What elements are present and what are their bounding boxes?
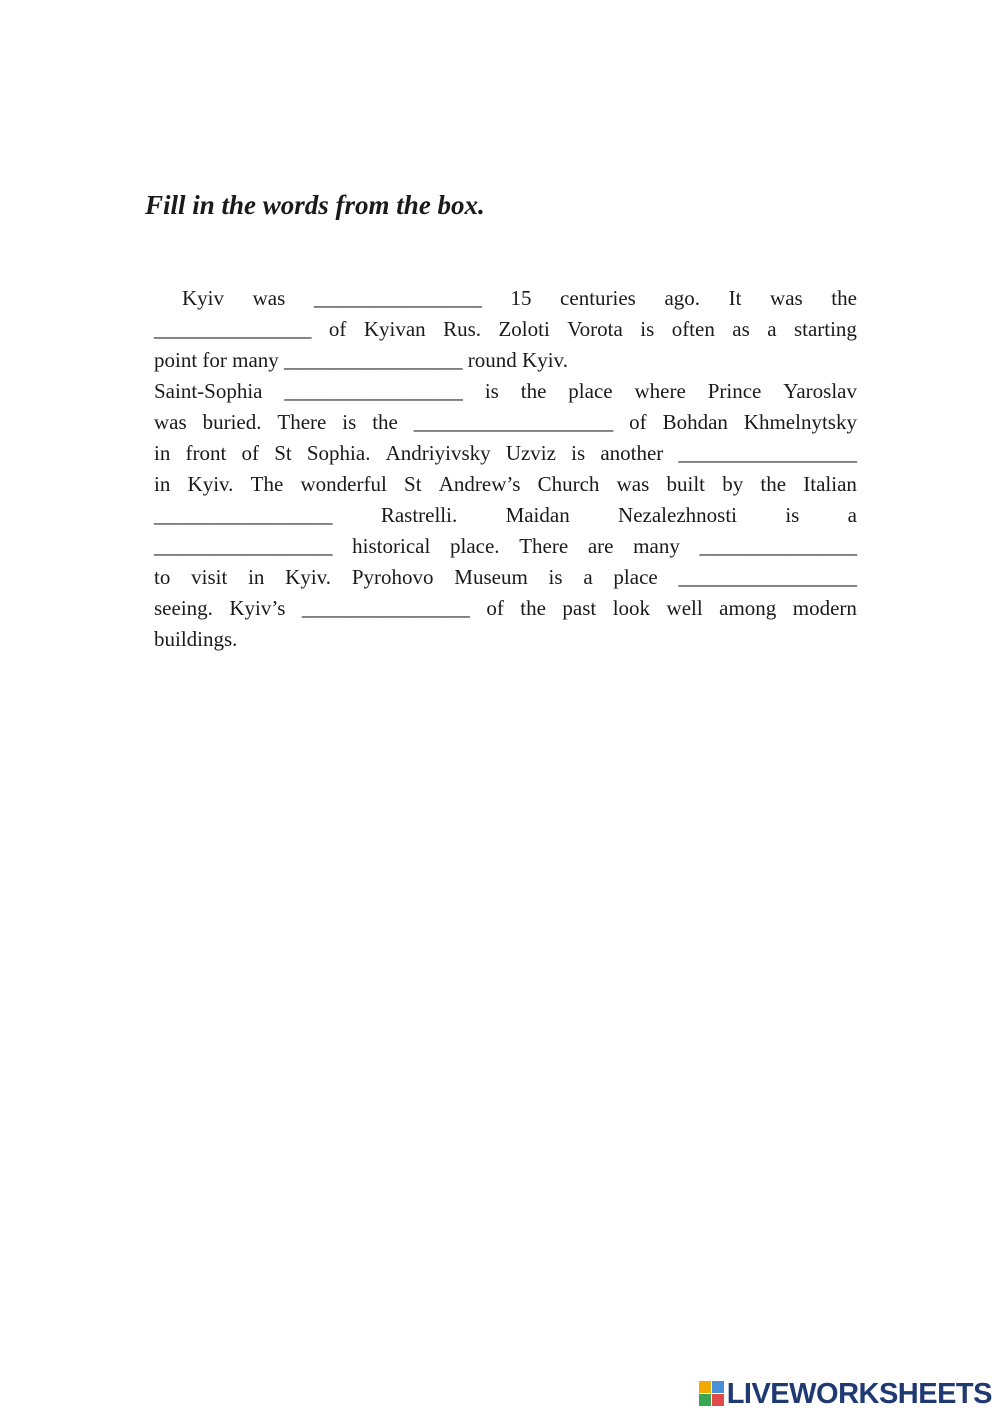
- word: the: [520, 379, 547, 403]
- word: visit: [191, 565, 228, 589]
- word: Bohdan: [662, 410, 728, 434]
- word: Rus.: [443, 317, 482, 341]
- answer-blank[interactable]: _______________: [699, 534, 857, 558]
- word: place: [613, 565, 658, 589]
- word: Uzviz: [505, 441, 556, 465]
- word: another: [600, 441, 664, 465]
- word: of: [486, 596, 504, 620]
- word: in: [154, 472, 171, 496]
- word: St: [274, 441, 292, 465]
- word: It: [728, 286, 742, 310]
- word: The: [250, 472, 284, 496]
- answer-blank[interactable]: _________________: [154, 503, 333, 527]
- word: Maidan: [505, 503, 570, 527]
- answer-blank[interactable]: ________________: [313, 286, 482, 310]
- word: historical: [352, 534, 431, 558]
- passage-line: [154, 314, 857, 345]
- word: of: [629, 410, 647, 434]
- word: a: [767, 317, 777, 341]
- word: ago.: [664, 286, 701, 310]
- word: many: [633, 534, 680, 558]
- word: past: [562, 596, 597, 620]
- word: look: [612, 596, 651, 620]
- word: Vorota: [567, 317, 623, 341]
- liveworksheets-logo-icon: [699, 1381, 725, 1407]
- answer-blank[interactable]: ___________________: [413, 410, 614, 434]
- passage-line: [154, 283, 857, 314]
- passage-line: [154, 345, 857, 376]
- word: built: [666, 472, 706, 496]
- word: by: [722, 472, 744, 496]
- liveworksheets-branding[interactable]: [699, 1376, 992, 1412]
- word: Zoloti: [498, 317, 550, 341]
- word: front: [185, 441, 227, 465]
- word: is: [571, 441, 586, 465]
- answer-blank[interactable]: _______________: [154, 317, 312, 341]
- word: place: [568, 379, 613, 403]
- word: Rastrelli.: [380, 503, 458, 527]
- word: place.: [450, 534, 500, 558]
- word: the: [831, 286, 857, 310]
- word: is: [484, 379, 499, 403]
- word: are: [587, 534, 614, 558]
- word: often: [671, 317, 715, 341]
- answer-blank[interactable]: _________________: [678, 441, 857, 465]
- word: Kyiv’s: [229, 596, 286, 620]
- word: was: [154, 410, 187, 434]
- word: wonderful: [300, 472, 387, 496]
- passage-line: [154, 469, 857, 500]
- word: There: [519, 534, 569, 558]
- word: a: [583, 565, 593, 589]
- word: Kyivan: [363, 317, 426, 341]
- word: Italian: [803, 472, 857, 496]
- word: was: [770, 286, 803, 310]
- answer-blank[interactable]: ________________: [301, 596, 470, 620]
- word: in: [248, 565, 265, 589]
- passage-line: [154, 438, 857, 469]
- word: Pyrohovo: [351, 565, 434, 589]
- passage-line: [154, 376, 857, 407]
- passage-line: [154, 624, 857, 655]
- word: of: [328, 317, 347, 341]
- fill-in-passage: [154, 283, 857, 655]
- word: seeing.: [154, 596, 213, 620]
- word: Nezalezhnosti: [618, 503, 737, 527]
- word: Church: [537, 472, 600, 496]
- answer-blank[interactable]: _________________: [284, 379, 463, 403]
- answer-blank[interactable]: _________________: [154, 534, 333, 558]
- word: a: [847, 503, 857, 527]
- word: St: [404, 472, 422, 496]
- word: Khmelnytsky: [743, 410, 857, 434]
- word: Prince: [707, 379, 762, 403]
- word: Kyiv: [182, 286, 224, 310]
- word: to: [154, 565, 171, 589]
- word: Kyiv.: [285, 565, 332, 589]
- word: Museum: [454, 565, 528, 589]
- passage-line: [154, 593, 857, 624]
- word: is: [342, 410, 357, 434]
- line-text: buildings.: [154, 627, 238, 651]
- word: Andrew’s: [438, 472, 521, 496]
- passage-line: [154, 531, 857, 562]
- word: the: [372, 410, 398, 434]
- word: There: [277, 410, 327, 434]
- word: Yaroslav: [783, 379, 857, 403]
- passage-line: [154, 562, 857, 593]
- word: in: [154, 441, 171, 465]
- worksheet-title: Fill in the words from the box.: [145, 190, 485, 220]
- word: well: [666, 596, 703, 620]
- word: Sophia.: [306, 441, 371, 465]
- word: is: [785, 503, 800, 527]
- word: centuries: [560, 286, 636, 310]
- word: the: [520, 596, 546, 620]
- passage-line: [154, 500, 857, 531]
- word: modern: [792, 596, 857, 620]
- word: among: [719, 596, 777, 620]
- word: was: [252, 286, 286, 310]
- line-text: point for many _________________ round Kyiv.: [154, 348, 568, 372]
- word: of: [241, 441, 260, 465]
- word: where: [634, 379, 686, 403]
- passage-line: [154, 407, 857, 438]
- word: 15: [510, 286, 532, 310]
- word: Saint-Sophia: [154, 379, 263, 403]
- word: Kyiv.: [187, 472, 234, 496]
- word: starting: [793, 317, 857, 341]
- word: Andriyivsky: [385, 441, 491, 465]
- word: was: [616, 472, 650, 496]
- word: is: [548, 565, 563, 589]
- answer-blank[interactable]: _________________: [678, 565, 857, 589]
- brand-name: LIVEWORKSHEETS: [726, 1377, 992, 1410]
- word: is: [640, 317, 655, 341]
- word: the: [760, 472, 787, 496]
- word: buried.: [202, 410, 262, 434]
- word: as: [732, 317, 750, 341]
